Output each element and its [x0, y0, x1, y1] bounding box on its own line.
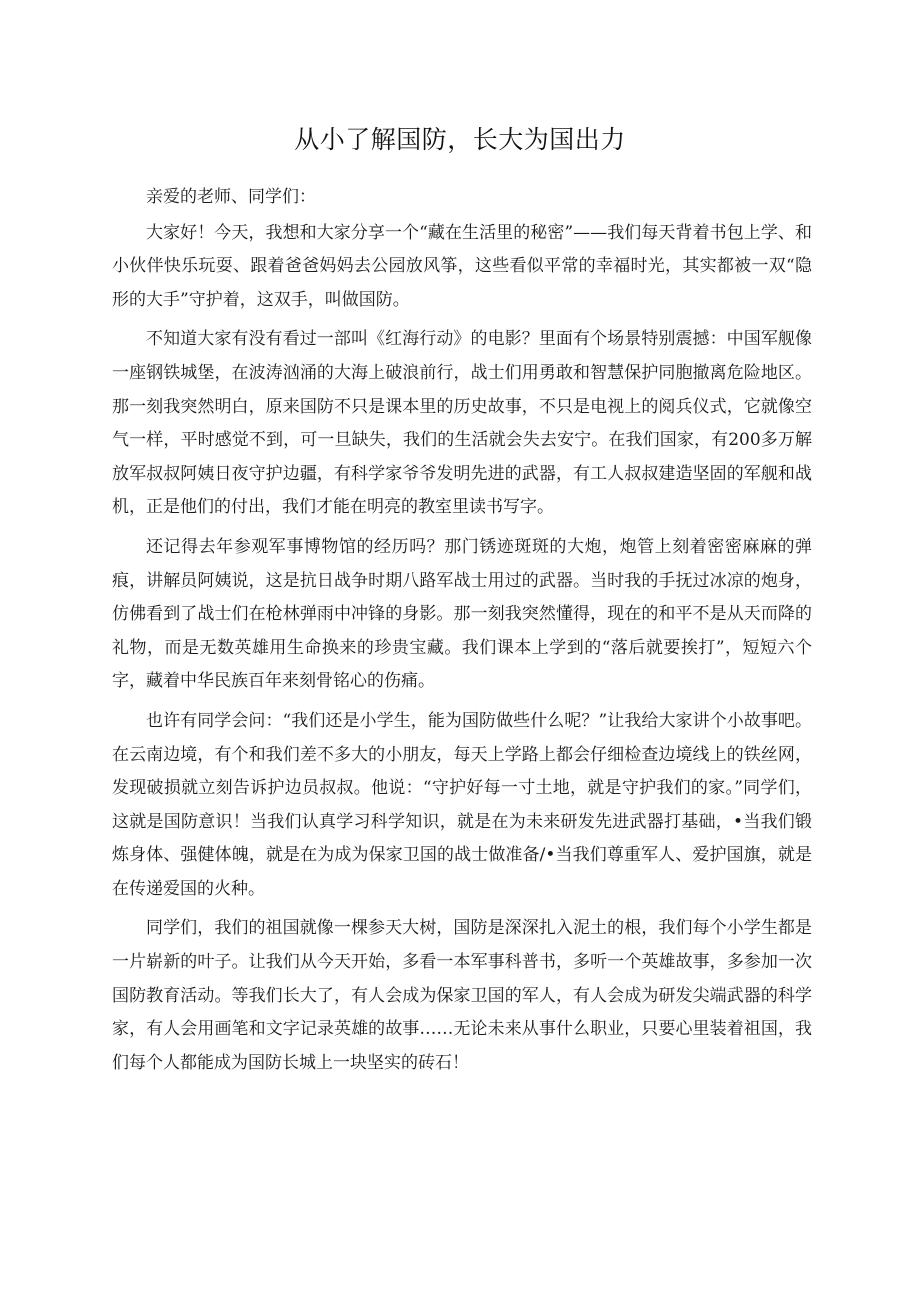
- paragraph: 还记得去年参观军事博物馆的经历吗？那门锈迹斑斑的大炮，炮管上刻着密密麻麻的弹痕，讲解员阿姨说，这是抗日战争时期八路军战士用过的武器。当时我的手抚过冰凉的炮身，仿佛看到了战士们在枪林弹雨中冲锋的身影。那一刻我突然懂得，现在的和平不是从天而降的礼物，而是无数英雄用生命换来的珍贵宝藏。我们课本上学到的“落后就要挨打”，短短六个字，藏着中华民族百年来刻骨铭心的伤痛。: [112, 536, 812, 692]
- paragraph: 不知道大家有没有看过一部叫《红海行动》的电影？里面有个场景特别震撼：中国军舰像一座钢铁城堡，在波涛汹涌的大海上破浪前行，战士们用勇敢和智慧保护同胞撤离危险地区。那一刻我突然明白，原来国防不只是课本里的历史故事，不只是电视上的阅兵仪式，它就像空气一样，平时感觉不到，可一旦缺失，我们的生活就会失去安宁。在我们国家，有200多万解放军叔叔阿姨日夜守护边疆，有科学家爷爷发明先进的武器，有工人叔叔建造坚固的军舰和战机，正是他们的付出，我们才能在明亮的教室里读书写字。: [112, 329, 812, 518]
- greeting: 亲爱的老师、同学们：: [146, 187, 316, 207]
- speech-body: [112, 181, 812, 1080]
- page-title: 从小了解国防，长大为国出力: [294, 125, 626, 154]
- paragraph: 也许有同学会问：“我们还是小学生，能为国防做些什么呢？”让我给大家讲个小故事吧。在云南边境，有个和我们差不多大的小朋友，每天上学路上都会仔细检查边境线上的铁丝网，发现破损就立刻告诉护边员叔叔。他说：“守护好每一寸土地，就是守护我们的家。”同学们，这就是国防意识！当我们认真学习科学知识，就是在为未来研发先进武器打基础，•当我们锻炼身体、强健体魄，就是在为成为保家卫国的战士做准备/•当我们尊重军人、爱护国旗，就是在传递爱国的火种。: [112, 710, 812, 899]
- paragraph: 同学们，我们的祖国就像一棵参天大树，国防是深深扎入泥土的根，我们每个小学生都是一片崭新的叶子。让我们从今天开始，多看一本军事科普书，多听一个英雄故事，多参加一次国防教育活动。等我们长大了，有人会成为保家卫国的军人，有人会成为研发尖端武器的科学家，有人会用画笔和文字记录英雄的故事……无论未来从事什么职业，只要心里装着祖国，我们每个人都能成为国防长城上一块坚实的砖石！: [112, 918, 812, 1073]
- paragraph: 大家好！今天，我想和大家分享一个“藏在生活里的秘密”——我们每天背着书包上学、和小伙伴快乐玩耍、跟着爸爸妈妈去公园放风筝，这些看似平常的幸福时光，其实都被一双“隐形的大手”守护着，这双手，叫做国防。: [112, 222, 812, 310]
